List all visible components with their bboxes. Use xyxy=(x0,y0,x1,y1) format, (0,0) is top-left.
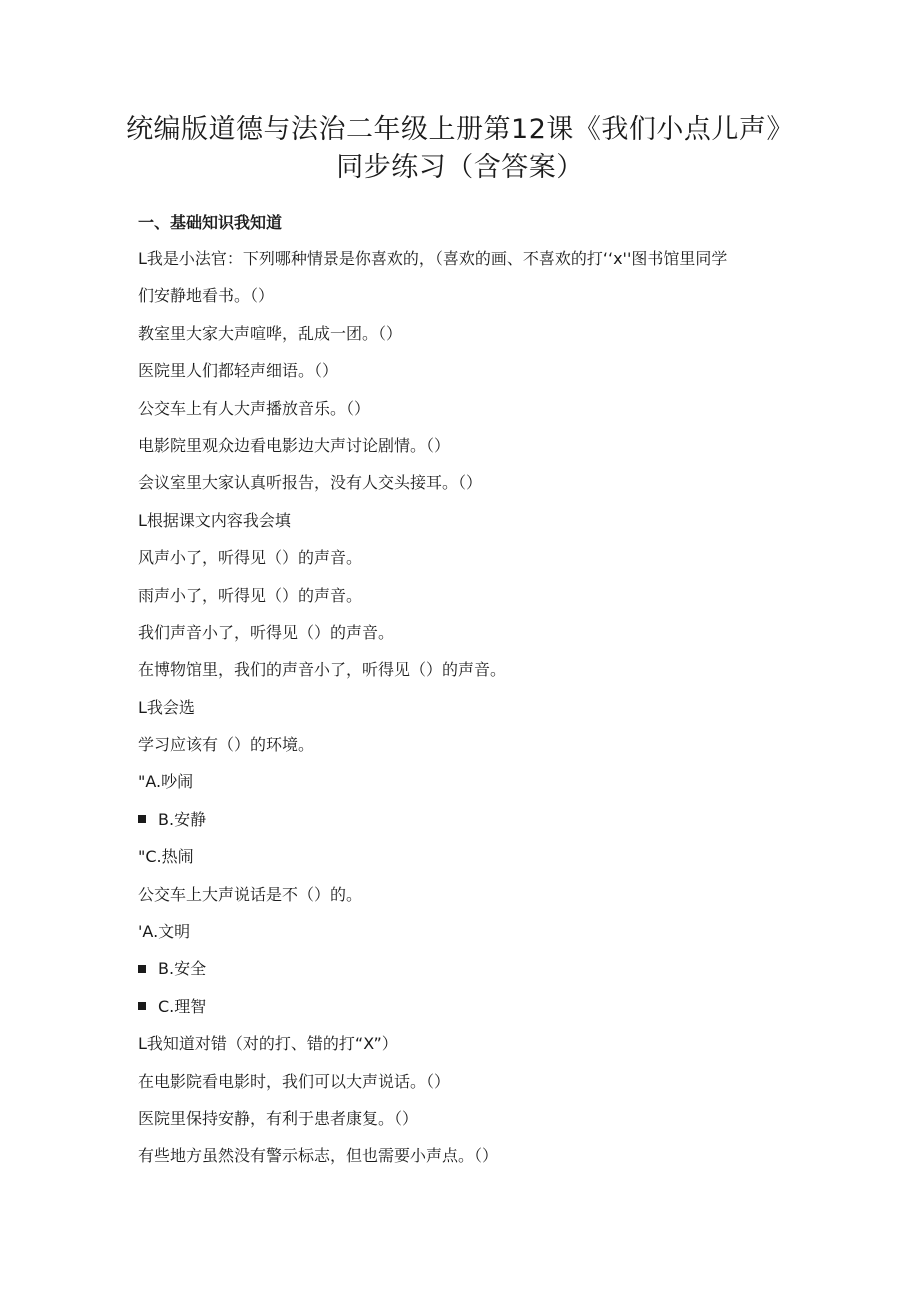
exercise-line: "A.吵闹 xyxy=(138,772,194,792)
option-line xyxy=(138,807,838,844)
option-text: B.安静 xyxy=(158,809,207,829)
section-heading: 一、基础知识我知道 xyxy=(138,213,283,232)
exercise-line: 会议室里大家认真听报告，没有人交头接耳。（） xyxy=(138,473,483,493)
exercise-line: L我知道对错（对的打、错的打“X”） xyxy=(138,1034,398,1054)
option-text: B.安全 xyxy=(158,959,207,979)
exercise-line: 风声小了，听得见（）的声音。 xyxy=(138,548,363,568)
exercise-lines xyxy=(138,246,838,1181)
exercise-line: 电影院里观众边看电影边大声讨论剧情。（） xyxy=(138,435,451,455)
document-title-line-1: 统编版道德与法治二年级上册第12课《我们小点儿声》 xyxy=(126,114,794,145)
exercise-line: "C.热闹 xyxy=(138,847,194,867)
bullet-icon xyxy=(138,965,146,973)
exercise-line: 雨声小了，听得见（）的声音。 xyxy=(138,585,363,605)
option-line xyxy=(138,956,838,993)
bullet-icon xyxy=(138,1002,146,1010)
exercise-line: 们安静地看书。（） xyxy=(138,286,275,306)
exercise-line: 医院里保持安静，有利于患者康复。（） xyxy=(138,1108,419,1128)
bullet-icon xyxy=(138,815,146,823)
exercise-line: 医院里人们都轻声细语。（） xyxy=(138,361,339,381)
exercise-line: 公交车上有人大声播放音乐。（） xyxy=(138,398,371,418)
exercise-line: 公交车上大声说话是不（）的。 xyxy=(138,884,363,904)
exercise-line: 学习应该有（）的环境。 xyxy=(138,735,315,755)
exercise-line: L根据课文内容我会填 xyxy=(138,510,291,530)
exercise-line: L我是小法官：下列哪种情景是你喜欢的，（喜欢的画、不喜欢的打‘‘x''图书馆里同学 xyxy=(138,249,728,268)
exercise-line: 'A.文明 xyxy=(138,922,191,942)
exercise-line: 有些地方虽然没有警示标志，但也需要小声点。（） xyxy=(138,1146,499,1166)
exercise-line: 我们声音小了，听得见（）的声音。 xyxy=(138,622,395,642)
exercise-line: L我会选 xyxy=(138,697,195,717)
exercise-line: 在电影院看电影时，我们可以大声说话。（） xyxy=(138,1071,451,1091)
exercise-line: 教室里大家大声喧哗，乱成一团。（） xyxy=(138,323,403,343)
option-line xyxy=(138,994,838,1031)
option-text: C.理智 xyxy=(158,996,207,1016)
document-title-line-2: 同步练习（含答案） xyxy=(336,152,584,183)
exercise-line: 在博物馆里，我们的声音小了，听得见（）的声音。 xyxy=(138,660,507,680)
